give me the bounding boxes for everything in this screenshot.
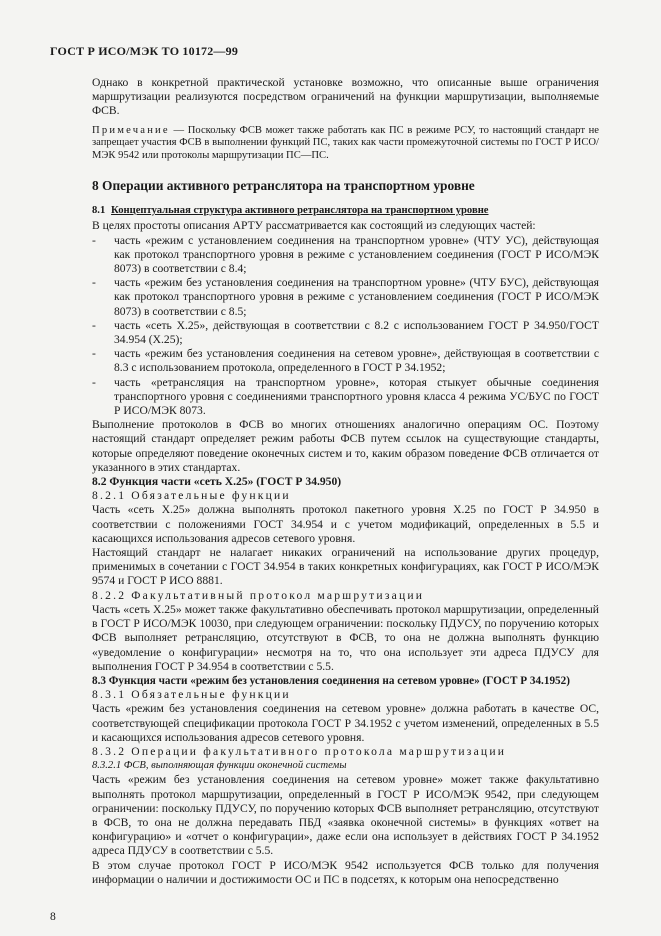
section-8-3-2-1-heading: 8.3.2.1 ФСВ, выполняющая функции оконечной системы [92,760,347,772]
section-8-3-1-heading: 8.3.1 Обязательные функции [92,688,291,702]
section-8-3-heading: 8.3 Функция части «режим без установления соединения на сетевом уровне» (ГОСТ Р 34.1952) [92,674,570,687]
page-number: 8 [50,910,56,923]
section-8-1-heading [92,203,599,218]
section-8-2-heading: 8.2 Функция части «сеть X.25» (ГОСТ Р 34.950) [92,475,342,489]
note-text: — Поскольку ФСВ может также работать как ПС в режиме РСУ, то настоящий стандарт не запрещает участия ФСВ в выполнении функций ПС, таких как части промежуточной системы по ГОСТ Р ИСО/МЭК 9542 или протоколы маршрутизации ПС—ПС. [92,124,599,162]
paragraph-8-2-1-b: Настоящий стандарт не налагает никаких ограничений на использование других процедур, применимых в сочетании с ГОСТ 34.954 в таких конкретных конфигурациях, как ГОСТ Р ИСО/МЭК 9574 и ГОСТ Р ИСО 8881. [92,546,599,588]
section-8-heading: 8 Операции активного ретранслятора на транспортном уровне [92,178,475,193]
list-item-text: часть «режим без установления соединения на сетевом уровне», действующая в соответствии с 8.3 с использованием протокола, определенного в ГОСТ Р 34.1952; [114,347,599,375]
body-text [92,76,599,887]
section-8-1-title: Концептуальная структура активного ретранслятора на транспортном уровне [111,205,489,217]
list-item: - часть «сеть X.25», действующая в соответствии с 8.2 с использованием ГОСТ Р 34.950/ГОСТ 34.954 (X.25); [92,318,599,347]
note-label: Примечание [92,124,170,136]
section-8-2-1-heading: 8.2.1 Обязательные функции [92,489,291,503]
paragraph-after-list: Выполнение протоколов в ФСВ во многих отношениях аналогично операциям ОС. Поэтому настоящий стандарт определяет режим работы ФСВ путем ссылок на существующие стандарты, которые определяют поведение оконечных систем и то, каким образом поведение ФСВ отличается от указанного в этих стандартах. [92,418,599,474]
paragraph-8-3-2-1: Часть «режим без установления соединения на сетевом уровне» может также факультативно выполнять протокол маршрутизации, определенный в ГОСТ Р ИСО/МЭК 9542, при следующем ограничении: поскольку ПДУСУ, по поручению которых ФСВ выполняет ретрансляцию, отсутствуют в ФСВ, то она не должна передавать ПБД «заявка оконечной системы» в функциях «ответ на конфигурацию» и «отчет о конфигурации», даже если она использует в действиях ГОСТ Р 34.1952 адреса ПДУСУ в соответствии с 5.5. [92,773,599,858]
paragraph-8-2-1: Часть «сеть X.25» должна выполнять протокол пакетного уровня X.25 по ГОСТ Р 34.950 в соответствии с положениями ГОСТ 34.954 и с учетом модификаций, определенных в 5.5 и касающихся использования адресов сетевого уровня. [92,503,599,545]
paragraph-8-3-1: Часть «режим без установления соединения на сетевом уровне» должна работать в качестве ОС, соответствующей спецификации протокола ГОСТ Р 34.1952 с учетом изменений, определенных в 5.5 и касающихся использования адресов сетевого уровня. [92,702,599,744]
paragraph-8-2-2: Часть «сеть X.25» может также факультативно обеспечивать протокол маршрутизации, определенный в ГОСТ Р ИСО/МЭК 10030, при следующем ограничении: поскольку ПДУСУ, по поручению которых ФСВ выполняет ретрансляцию, отсутствуют в ФСВ, то она не должна выполнять функцию «уведомление о конфигурации» несмотря на то, что она использует эти адреса ПДУСУ для выполнения ГОСТ Р 34.954 в соответствии с 5.5. [92,602,599,673]
section-8-1-intro: В целях простоты описания АРТУ рассматривается как состоящий из следующих частей: [92,219,536,233]
list-item-text: часть «режим без установления соединения на транспортном уровне» (ЧТУ БУС), действующая как протокол транспортного уровня в режиме с установлением соединения (ГОСТ Р ИСО/МЭК 8073) в соответствии с 8.5; [114,276,599,318]
note [92,125,599,163]
list-item-text: часть «сеть X.25», действующая в соответствии с 8.2 с использованием ГОСТ Р 34.950/ГОСТ 34.954 (X.25); [114,318,599,347]
list-item-text: часть «режим с установлением соединения на транспортном уровне» (ЧТУ УС), действующая как протокол транспортного уровня в режиме с установлением соединения (ГОСТ Р ИСО/МЭК 8073) в соответствии с 8.4; [114,233,599,276]
list-item: - часть «режим без установления соединения на транспортном уровне» (ЧТУ БУС), действующая как протокол транспортного уровня в режиме с установлением соединения (ГОСТ Р ИСО/МЭК 8073) в соответствии с 8.5; [92,276,599,318]
page-header: ГОСТ Р ИСО/МЭК ТО 10172—99 [50,44,239,58]
paragraph-last: В этом случае протокол ГОСТ Р ИСО/МЭК 9542 используется ФСВ только для получения информации о наличии и достижимости ОС и ПС в подсетях, к которым она непосредственно [92,858,599,886]
list-item: - часть «режим без установления соединения на сетевом уровне», действующая в соответствии с 8.3 с использованием протокола, определенного в ГОСТ Р 34.1952; [92,347,599,375]
section-8-1-number: 8.1 [92,205,106,217]
list-item: - часть «режим с установлением соединения на транспортном уровне» (ЧТУ УС), действующая как протокол транспортного уровня в режиме с установлением соединения (ГОСТ Р ИСО/МЭК 8073) в соответствии с 8.4; [92,233,599,276]
section-8-2-2-heading: 8.2.2 Факультативный протокол маршрутизации [92,588,425,602]
section-8-3-2-heading: 8.3.2 Операции факультативного протокола маршрутизации [92,744,507,758]
paragraph-1: Однако в конкретной практической установке возможно, что описанные выше ограничения маршрутизации реализуются посредством ограничений на функции маршрутизации, выполняемые ФСВ. [92,76,599,118]
list-item-text: часть «ретрансляция на транспортном уровне», которая стыкует обычные соединения транспортного уровня с соединениями транспортного уровня класса 4 режима УС/БУС по ГОСТ Р ИСО/МЭК 8073. [114,375,599,418]
list-item: - часть «ретрансляция на транспортном уровне», которая стыкует обычные соединения транспортного уровня с соединениями транспортного уровня класса 4 режима УС/БУС по ГОСТ Р ИСО/МЭК 8073. [92,375,599,418]
